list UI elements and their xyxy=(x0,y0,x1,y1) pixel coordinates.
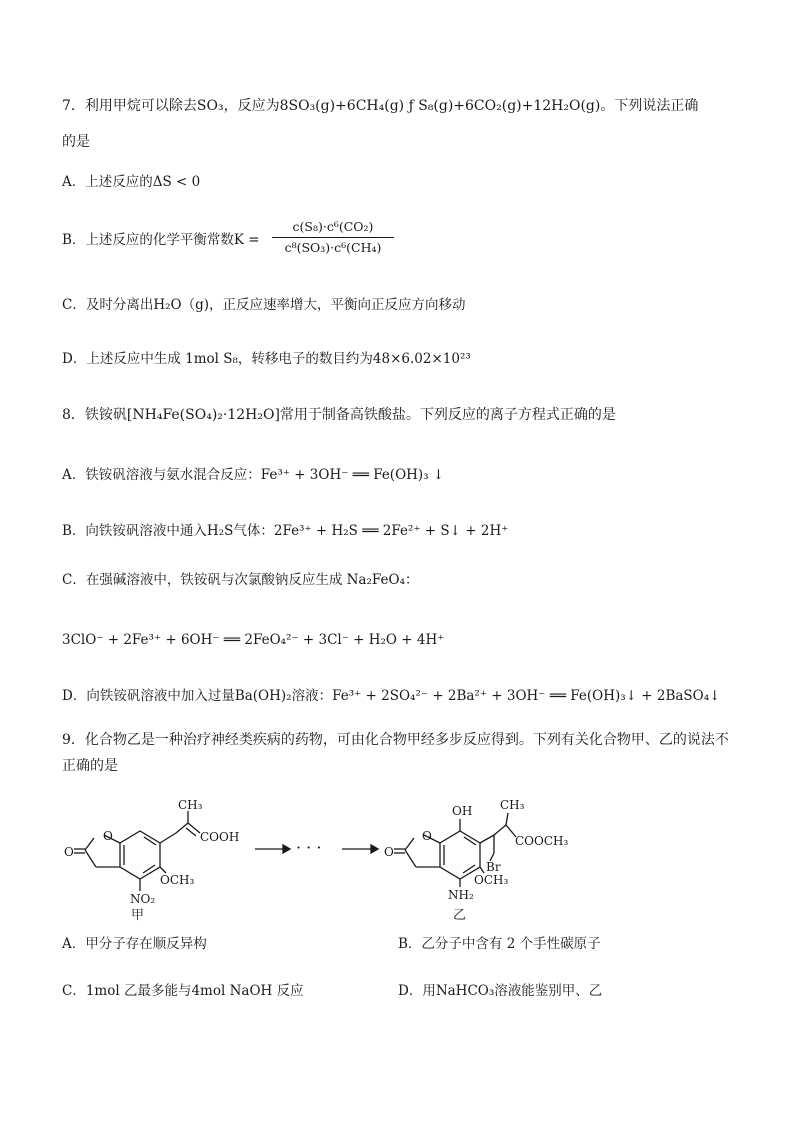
jia-methyl-label: CH₃ xyxy=(178,798,203,812)
q7-equilibrium-fraction xyxy=(272,218,394,257)
q8-option-d: D．向铁铵矾溶液中加入过量Ba(OH)₂溶液：Fe³⁺ + 2SO₄²⁻ + 2Ba²⁺ + 3OH⁻ ══ Fe(OH)₃↓ + 2BaSO₄↓ xyxy=(62,688,721,704)
q9-stem-line2: 正确的是 xyxy=(62,758,118,774)
q7-fraction-bar xyxy=(272,237,394,238)
jia-carboxyl-label: COOH xyxy=(200,830,240,844)
q8-option-b: B．向铁铵矾溶液中通入H₂S气体：2Fe³⁺ + H₂S ══ 2Fe²⁺ + S↓ + 2H⁺ xyxy=(62,523,509,539)
yi-amino-label: NH₂ xyxy=(448,888,474,902)
compound-yi-label: 乙 xyxy=(453,908,467,923)
compound-jia-label: 甲 xyxy=(131,908,145,923)
q7-option-b-prefix: B．上述反应的化学平衡常数K = xyxy=(62,232,260,248)
jia-nitro-label: NO₂ xyxy=(130,892,156,906)
yi-ring-oxygen: O xyxy=(422,829,432,843)
q7-option-d: D．上述反应中生成 1mol S₈，转移电子的数目约为48×6.02×10²³ xyxy=(62,351,471,367)
jia-methoxy-label: OCH₃ xyxy=(160,873,195,887)
q7-option-a: A．上述反应的ΔS < 0 xyxy=(62,174,201,190)
yi-bromo-label: Br xyxy=(486,860,501,874)
yi-ester-label: COOCH₃ xyxy=(515,834,569,848)
q7-fraction-denominator: c⁸(SO₃)·c⁶(CH₄) xyxy=(284,240,382,255)
q8-option-a: A．铁铵矾溶液与氨水混合反应：Fe³⁺ + 3OH⁻ ══ Fe(OH)₃ ↓ xyxy=(62,467,445,483)
q8-option-c: C．在强碱溶液中，铁铵矾与次氯酸钠反应生成 Na₂FeO₄： xyxy=(62,572,419,588)
yi-methoxy-label: OCH₃ xyxy=(474,873,509,887)
yi-keto-oxygen: O xyxy=(384,845,394,859)
q7-fraction-numerator: c(S₈)·c⁶(CO₂) xyxy=(292,219,374,234)
q8-option-c-equation: 3ClO⁻ + 2Fe³⁺ + 6OH⁻ ══ 2FeO₄²⁻ + 3Cl⁻ + H₂O + 4H⁺ xyxy=(62,632,445,648)
q9-option-b: B．乙分子中含有 2 个手性碳原子 xyxy=(398,936,601,952)
q8-stem: 8．铁铵矾[NH₄Fe(SO₄)₂·12H₂O]常用于制备高铁酸盐。下列反应的离子方程式正确的是 xyxy=(62,407,616,423)
reaction-scheme xyxy=(0,795,794,923)
yi-methyl-label: CH₃ xyxy=(500,798,525,812)
q9-stem-line1: 9．化合物乙是一种治疗神经类疾病的药物，可由化合物甲经多步反应得到。下列有关化合物甲、乙的说法不 xyxy=(62,732,729,748)
jia-keto-oxygen: O xyxy=(64,845,74,859)
yi-hydroxyl-label: OH xyxy=(452,804,473,818)
q7-stem-line2: 的是 xyxy=(62,134,90,150)
q9-option-c: C．1mol 乙最多能与4mol NaOH 反应 xyxy=(62,983,304,999)
arrow-ellipsis: · · · xyxy=(296,838,322,857)
q9-option-d: D．用NaHCO₃溶液能鉴别甲、乙 xyxy=(398,983,603,999)
q7-option-c: C．及时分离出H₂O（g)，正反应速率增大，平衡向正反应方向移动 xyxy=(62,297,466,313)
q9-option-a: A．甲分子存在顺反异构 xyxy=(62,936,207,952)
q7-stem-line1: 7．利用甲烷可以除去SO₃，反应为8SO₃(g)+6CH₄(g) ƒ S₈(g)+6CO₂(g)+12H₂O(g)。下列说法正确 xyxy=(62,98,699,114)
jia-ring-oxygen: O xyxy=(103,829,113,843)
